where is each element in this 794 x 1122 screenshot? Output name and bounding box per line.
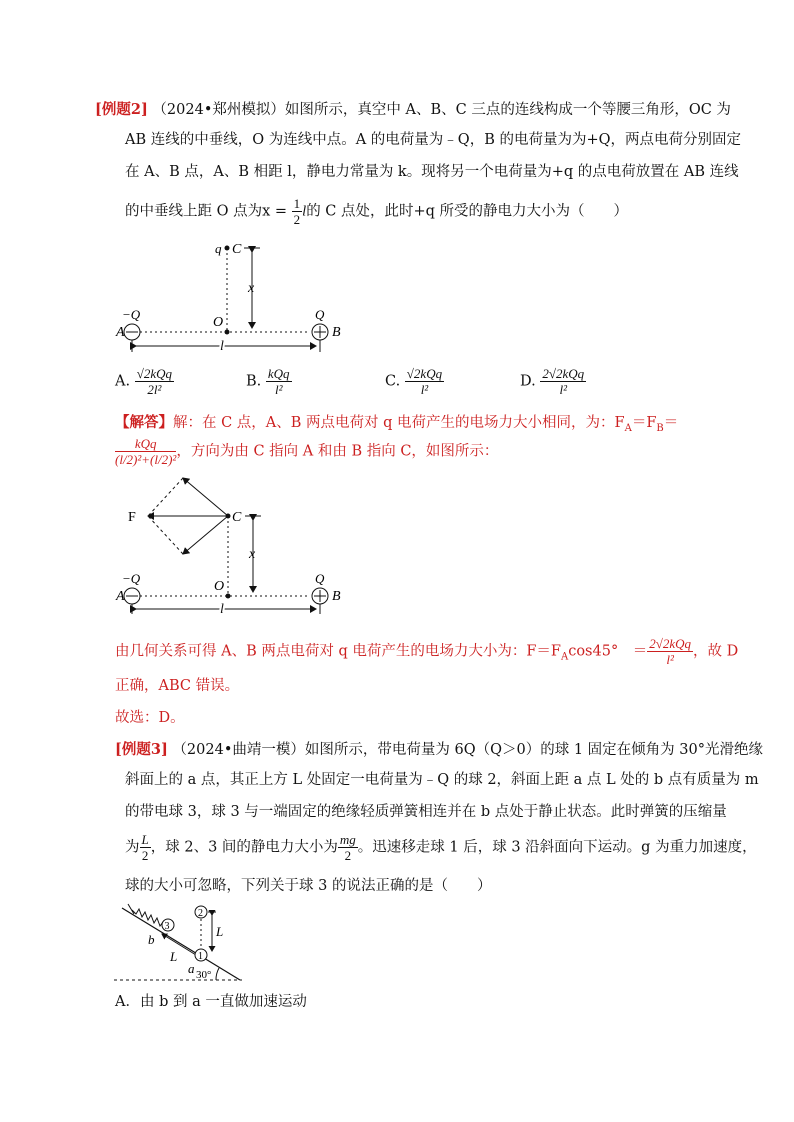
answer-line1 bbox=[115, 413, 678, 439]
fraction-denominator: (l/2)²+(l/2)² bbox=[115, 452, 177, 467]
option-c-fraction bbox=[405, 366, 444, 397]
fraction-numerator: √2kQq bbox=[136, 366, 172, 381]
answer-text3-post: ，故 D bbox=[693, 643, 739, 660]
subscript-a: A bbox=[624, 422, 632, 434]
figure-charges-triangle bbox=[110, 232, 350, 362]
subscript-a: A bbox=[560, 651, 569, 663]
answer-result-fraction bbox=[647, 636, 693, 667]
option-a-label: A. bbox=[115, 373, 131, 390]
option-d-label: D. bbox=[520, 373, 536, 390]
q-label: q bbox=[215, 241, 222, 256]
example2-line4 bbox=[125, 196, 628, 227]
example2-line4-post: 的 C 点处，此时+q 所受的静电力大小为（ ） bbox=[306, 203, 629, 220]
example2-label: [例题2] bbox=[95, 101, 148, 118]
answer-text3-pre: 由几何关系可得 A、B 两点电荷对 q 电荷产生的电场力大小为：F＝F bbox=[115, 643, 561, 660]
option-c[interactable] bbox=[385, 366, 444, 397]
example2-line3: 在 A、B 点，A、B 相距 l，静电力常量为 k。现将另一个电荷量为+q 的点电荷放置在 AB 连线 bbox=[125, 164, 739, 180]
answer-text2: ，方向为由 C 指向 A 和由 B 指向 C，如图所示： bbox=[176, 443, 499, 460]
fraction-denominator: l² bbox=[666, 652, 674, 667]
force-fraction bbox=[338, 832, 358, 863]
fraction-denominator: 2 bbox=[141, 848, 149, 863]
fraction-numerator: 2√2kQq bbox=[649, 636, 691, 651]
fraction-numerator: √2kQq bbox=[406, 366, 443, 381]
pos-q-label: Q bbox=[315, 307, 325, 322]
fraction-numerator: kQq bbox=[115, 436, 176, 452]
angle-label: 30° bbox=[196, 969, 212, 981]
fraction-numerator: L bbox=[141, 832, 149, 847]
point-c bbox=[225, 246, 230, 251]
a-label: A bbox=[116, 325, 125, 340]
b-label: B bbox=[332, 589, 341, 604]
subscript-b: B bbox=[656, 422, 664, 434]
x-label: x bbox=[249, 547, 256, 562]
point-o bbox=[225, 330, 230, 335]
force-arrow-fa bbox=[183, 516, 228, 554]
fraction-numerator: 2√2kQq bbox=[542, 366, 585, 381]
equals-fb: ＝F bbox=[631, 415, 657, 431]
example3-line3: 的带电球 3，球 3 与一端固定的绝缘轻质弹簧相连并在 b 点处于静止状态。此时弹簧的压缩量 bbox=[125, 804, 727, 820]
fraction-denominator: l² bbox=[274, 382, 283, 397]
example2-line1: （2024•郑州模拟）如图所示，真空中 A、B、C 三点的连线构成一个等腰三角形，OC 为 bbox=[152, 102, 731, 118]
answer-tag: 【解答】 bbox=[115, 414, 173, 431]
o-label: O bbox=[214, 579, 225, 594]
fraction-numerator: mg bbox=[339, 832, 356, 847]
compression-fraction bbox=[140, 832, 151, 863]
option-d[interactable] bbox=[520, 366, 586, 397]
fraction-denominator: 2l² bbox=[147, 382, 162, 397]
figure-incline bbox=[112, 900, 252, 986]
c-label: C bbox=[232, 510, 242, 525]
answer-line4: 正确，ABC 错误。 bbox=[115, 678, 240, 694]
l-label: l bbox=[220, 602, 224, 614]
pos-q-label: Q bbox=[315, 571, 325, 586]
l-incline-arrow bbox=[162, 934, 196, 955]
example3-line2: 斜面上的 a 点，其正上方 L 处固定一电荷量为﹣Q 的球 2，斜面上距 a 点 L 处的 b 点有质量为 m bbox=[125, 772, 759, 788]
example2-line4-pre: 的中垂线上距 O 点为x = bbox=[125, 203, 288, 220]
ball-3-label: 3 bbox=[164, 921, 170, 932]
fraction-numerator: 1 bbox=[293, 196, 301, 211]
point-o bbox=[226, 594, 231, 599]
option-b[interactable] bbox=[246, 366, 292, 397]
answer-line2 bbox=[115, 436, 498, 467]
answer-force-fraction bbox=[115, 436, 176, 467]
b-label: b bbox=[148, 932, 155, 947]
force-arrow-fb bbox=[183, 478, 228, 516]
option-b-fraction bbox=[266, 366, 292, 397]
equals: ＝ bbox=[663, 415, 679, 431]
option-b-label: B. bbox=[246, 373, 262, 390]
fraction-denominator: 2 bbox=[293, 212, 301, 227]
b-label: B bbox=[332, 325, 341, 340]
fraction-denominator: l² bbox=[420, 382, 429, 397]
a-label: A bbox=[116, 589, 125, 604]
l-incline-label: L bbox=[170, 949, 178, 964]
example3-line1: （2024•曲靖一模）如图所示，带电荷量为 6Q（Q＞0）的球 1 固定在倾角为 30°光滑绝缘 bbox=[172, 742, 763, 758]
neg-q-label: −Q bbox=[122, 571, 141, 586]
fraction-numerator: kQq bbox=[267, 366, 290, 381]
ball-2-label: 2 bbox=[198, 908, 203, 919]
ball-1-label: 1 bbox=[198, 951, 203, 962]
o-label: O bbox=[213, 315, 224, 330]
example2-l-var: l bbox=[302, 203, 307, 220]
l-label: l bbox=[220, 339, 224, 354]
c-label: C bbox=[232, 242, 242, 257]
example2-line2: AB 连线的中垂线，O 为连线中点。A 的电荷量为﹣Q，B 的电荷量为为+Q，两点电荷分别固定 bbox=[125, 132, 741, 148]
answer-line3 bbox=[115, 636, 738, 672]
option-c-label: C. bbox=[385, 373, 401, 390]
example3-label: [例题3] bbox=[115, 741, 168, 758]
option-d-fraction bbox=[540, 366, 586, 397]
example3-line4-post: 。迅速移走球 1 后，球 3 沿斜面向下运动。g 为重力加速度， bbox=[357, 839, 757, 856]
f-label: F bbox=[128, 510, 136, 525]
l-vertical-label: L bbox=[216, 924, 224, 939]
fraction-denominator: l² bbox=[559, 382, 567, 397]
example3-header bbox=[115, 740, 763, 760]
option-a-fraction bbox=[135, 366, 174, 397]
example2-x-fraction bbox=[292, 196, 303, 227]
example3-line4 bbox=[125, 832, 757, 863]
answer-text1: 解：在 C 点，A、B 两点电荷对 q 电荷产生的电场力大小相同，为：F bbox=[173, 415, 625, 431]
example3-line5: 球的大小可忽略，下列关于球 3 的说法正确的是（ ） bbox=[125, 878, 492, 894]
a-label: a bbox=[188, 961, 195, 976]
example3-line4-mid: ，球 2、3 间的静电力大小为 bbox=[150, 839, 338, 856]
fraction-denominator: 2 bbox=[344, 848, 352, 863]
x-label: x bbox=[248, 281, 255, 296]
example2-header bbox=[95, 100, 731, 120]
incline-surface bbox=[122, 908, 240, 980]
option-a[interactable] bbox=[115, 366, 174, 397]
neg-q-label: −Q bbox=[122, 307, 141, 322]
point-c bbox=[226, 514, 231, 519]
example3-line4-pre: 为 bbox=[125, 839, 140, 856]
answer-line5: 故选：D。 bbox=[115, 710, 185, 726]
example3-option-a[interactable]: A．由 b 到 a 一直做加速运动 bbox=[115, 994, 307, 1010]
answer-text3-mid: cos45° ＝ bbox=[568, 643, 648, 660]
figure-force-diagram bbox=[110, 474, 350, 614]
